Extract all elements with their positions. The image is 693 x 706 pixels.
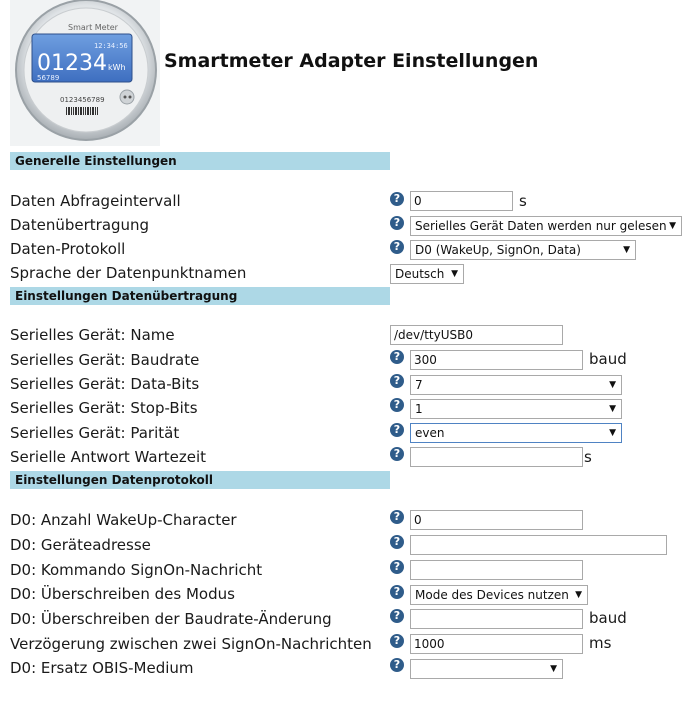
help-icon[interactable]: ?: [390, 447, 404, 461]
smartmeter-logo: [10, 0, 160, 146]
help-icon[interactable]: ?: [390, 585, 404, 599]
parity-select-value: even: [415, 426, 445, 440]
chevron-down-icon: ▼: [550, 664, 557, 674]
interval-label: Daten Abfrageintervall: [10, 192, 181, 210]
protocol-select[interactable]: [410, 240, 636, 260]
svg-text:Smart Meter: Smart Meter: [68, 23, 118, 32]
protocol-select-value: D0 (WakeUp, SignOn, Data): [415, 243, 581, 257]
serial-name-input[interactable]: /dev/ttyUSB0: [390, 325, 563, 345]
help-icon[interactable]: ?: [390, 192, 404, 206]
delay-unit: ms: [589, 634, 612, 652]
baudchange-input[interactable]: [410, 609, 583, 629]
mode-select[interactable]: [410, 585, 588, 605]
signon-input[interactable]: [410, 560, 583, 580]
wait-label: Serielle Antwort Wartezeit: [10, 448, 207, 466]
chevron-down-icon: ▼: [609, 380, 616, 390]
help-icon[interactable]: ?: [390, 510, 404, 524]
chevron-down-icon: ▼: [609, 404, 616, 414]
section-header-protocol: Einstellungen Datenprotokoll: [10, 471, 390, 489]
help-icon[interactable]: ?: [390, 398, 404, 412]
parity-select[interactable]: [410, 423, 622, 443]
help-icon[interactable]: ?: [390, 634, 404, 648]
signon-label: D0: Kommando SignOn-Nachricht: [10, 561, 263, 579]
interval-input[interactable]: 0: [410, 191, 513, 211]
stopbits-label: Serielles Gerät: Stop-Bits: [10, 399, 198, 417]
mode-label: D0: Überschreiben des Modus: [10, 585, 235, 603]
databits-select-value: 7: [415, 378, 423, 392]
address-label: D0: Geräteadresse: [10, 536, 151, 554]
help-icon[interactable]: ?: [390, 216, 404, 230]
baudchange-label: D0: Überschreiben der Baudrate-Änderung: [10, 610, 332, 628]
delay-label: Verzögerung zwischen zwei SignOn-Nachrichten: [10, 635, 372, 653]
help-icon[interactable]: ?: [390, 350, 404, 364]
protocol-label: Daten-Protokoll: [10, 240, 126, 258]
help-icon[interactable]: ?: [390, 423, 404, 437]
databits-label: Serielles Gerät: Data-Bits: [10, 375, 200, 393]
obis-select[interactable]: [410, 659, 563, 679]
transfer-label: Datenübertragung: [10, 216, 150, 234]
obis-label: D0: Ersatz OBIS-Medium: [10, 659, 194, 677]
chevron-down-icon: ▼: [575, 590, 582, 600]
stopbits-select-value: 1: [415, 402, 423, 416]
mode-select-value: Mode des Devices nutzen: [415, 588, 569, 602]
help-icon[interactable]: ?: [390, 535, 404, 549]
page-title: Smartmeter Adapter Einstellungen: [164, 50, 539, 72]
svg-text:kWh: kWh: [108, 63, 126, 72]
parity-label: Serielles Gerät: Parität: [10, 424, 180, 442]
help-icon[interactable]: ?: [390, 609, 404, 623]
svg-text:0123456789: 0123456789: [60, 96, 105, 104]
baudrate-unit: baud: [589, 350, 627, 368]
stopbits-select[interactable]: [410, 399, 622, 419]
baudrate-label: Serielles Gerät: Baudrate: [10, 351, 200, 369]
wait-unit: s: [584, 448, 592, 466]
interval-unit: s: [519, 192, 527, 210]
help-icon[interactable]: ?: [390, 658, 404, 672]
section-header-transfer: Einstellungen Datenübertragung: [10, 287, 390, 305]
chevron-down-icon: ▼: [623, 245, 630, 255]
transfer-select-value: Serielles Gerät Daten werden nur gelesen: [415, 219, 667, 233]
wait-input[interactable]: [410, 447, 583, 467]
language-select[interactable]: [390, 264, 464, 284]
smartmeter-image: [10, 0, 160, 146]
wakeup-label: D0: Anzahl WakeUp-Character: [10, 511, 237, 529]
baudchange-unit: baud: [589, 609, 627, 627]
chevron-down-icon: ▼: [669, 221, 676, 231]
language-label: Sprache der Datenpunktnamen: [10, 264, 247, 282]
chevron-down-icon: ▼: [451, 269, 458, 279]
section-header-general: Generelle Einstellungen: [10, 152, 390, 170]
serial-name-label: Serielles Gerät: Name: [10, 326, 175, 344]
svg-text:56789: 56789: [37, 74, 60, 82]
baudrate-input[interactable]: 300: [410, 350, 583, 370]
svg-text:12:34:56: 12:34:56: [94, 42, 128, 50]
language-select-value: Deutsch: [395, 267, 445, 281]
help-icon[interactable]: ?: [390, 374, 404, 388]
transfer-select[interactable]: [410, 216, 682, 236]
help-icon[interactable]: ?: [390, 560, 404, 574]
wakeup-input[interactable]: 0: [410, 510, 583, 530]
help-icon[interactable]: ?: [390, 240, 404, 254]
chevron-down-icon: ▼: [609, 428, 616, 438]
address-input[interactable]: [410, 535, 667, 555]
svg-text:01234: 01234: [37, 51, 107, 76]
databits-select[interactable]: [410, 375, 622, 395]
delay-input[interactable]: 1000: [410, 634, 583, 654]
